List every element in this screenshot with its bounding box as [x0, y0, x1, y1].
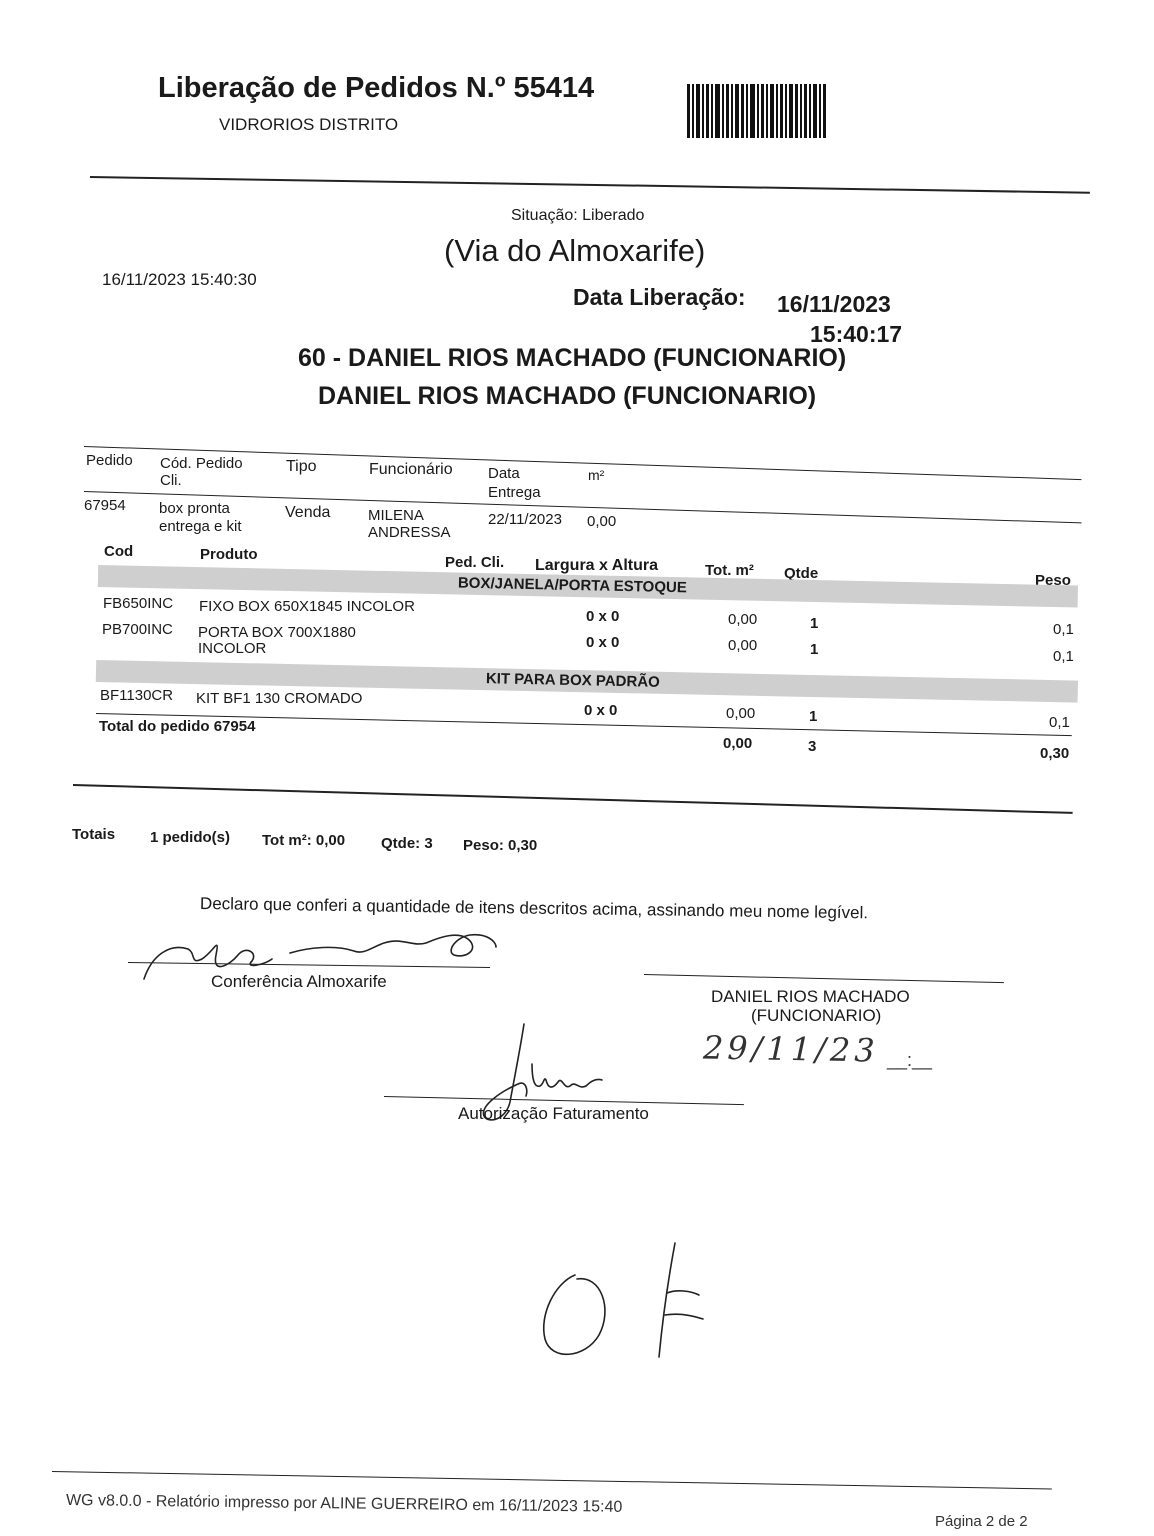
client-signature-line	[644, 974, 1004, 983]
totals-pedidos: 1 pedido(s)	[150, 829, 231, 846]
item-peso: 0,1	[1049, 714, 1070, 731]
footer-rule	[52, 1471, 1052, 1489]
col-data: Data	[488, 465, 520, 482]
order-tipo: Venda	[285, 504, 331, 521]
item-dims: 0 x 0	[584, 702, 618, 719]
client-line-1: 60 - DANIEL RIOS MACHADO (FUNCIONARIO)	[298, 344, 847, 372]
col-cod-pedido-cli: Cli.	[160, 472, 182, 489]
order-data-entrega: 22/11/2023	[488, 511, 562, 528]
totals-peso: Peso: 0,30	[463, 837, 538, 854]
handwritten-ok	[535, 1235, 715, 1365]
group-name: KIT PARA BOX PADRÃO	[485, 670, 660, 691]
order-total-peso: 0,30	[1040, 745, 1070, 762]
col-data-entrega: Entrega	[488, 484, 541, 501]
data-liberacao-label: Data Liberação:	[573, 284, 746, 310]
item-col-peso: Peso	[1035, 572, 1071, 589]
item-col-ped-cli: Ped. Cli.	[445, 554, 505, 571]
item-qtde: 1	[809, 708, 818, 725]
totals-qtde: Qtde: 3	[381, 835, 433, 852]
item-produto: FIXO BOX 650X1845 INCOLOR	[199, 598, 415, 615]
item-tot-m2: 0,00	[728, 637, 758, 654]
item-produto: PORTA BOX 700X1880	[198, 624, 356, 641]
item-produto: KIT BF1 130 CROMADO	[196, 690, 363, 707]
client-sign-role: (FUNCIONARIO)	[751, 1006, 882, 1025]
item-tot-m2: 0,00	[726, 705, 756, 722]
document-title: Liberação de Pedidos N.º 55414	[158, 72, 595, 104]
item-cod: FB650INC	[103, 595, 174, 612]
item-col-largura-altura: Largura x Altura	[535, 557, 658, 574]
header-rule	[90, 176, 1090, 194]
footer-page-number: Página 2 de 2	[935, 1513, 1028, 1530]
totals-m2: Tot m²: 0,00	[262, 832, 346, 849]
item-dims: 0 x 0	[586, 634, 620, 651]
item-peso: 0,1	[1053, 621, 1074, 638]
order-total-qtde: 3	[808, 738, 817, 755]
via-label: (Via do Almoxarife)	[444, 233, 706, 268]
totals-rule	[73, 784, 1073, 814]
col-tipo: Tipo	[286, 458, 317, 475]
order-funcionario-1: MILENA	[368, 507, 424, 524]
item-qtde: 1	[810, 615, 819, 632]
item-produto-line-2: INCOLOR	[198, 640, 267, 657]
company-name: VIDRORIOS DISTRITO	[219, 115, 399, 134]
col-cod-pedido: Cód. Pedido	[160, 455, 243, 472]
item-col-produto: Produto	[200, 546, 258, 563]
order-funcionario-2: ANDRESSA	[368, 524, 451, 541]
item-cod: BF1130CR	[100, 687, 174, 704]
item-col-qtde: Qtde	[784, 565, 819, 582]
item-peso: 0,1	[1053, 648, 1074, 665]
handwritten-date: 29/11/23	[702, 1028, 880, 1070]
situacao: Situação: Liberado	[511, 207, 645, 224]
conferencia-label: Conferência Almoxarife	[211, 972, 387, 991]
time-blank: __:__	[887, 1050, 933, 1070]
order-m2: 0,00	[587, 513, 617, 530]
item-dims: 0 x 0	[586, 608, 620, 625]
barcode	[687, 84, 863, 138]
data-liberacao-time: 15:40:17	[810, 321, 903, 347]
item-col-cod: Cod	[104, 543, 134, 560]
group-name: BOX/JANELA/PORTA ESTOQUE	[457, 574, 687, 597]
declaration-text: Declaro que conferi a quantidade de itens descritos acima, assinando meu nome legível.	[199, 894, 869, 923]
item-tot-m2: 0,00	[728, 611, 758, 628]
col-funcionario: Funcionário	[369, 461, 453, 478]
order-total-m2: 0,00	[723, 735, 753, 752]
totals-label: Totais	[72, 826, 116, 843]
item-cod: PB700INC	[102, 621, 173, 638]
col-m2: m²	[588, 467, 605, 483]
item-col-tot-m2: Tot. m²	[705, 562, 754, 579]
autorizacao-label: Autorização Faturamento	[458, 1104, 649, 1123]
client-line-2: DANIEL RIOS MACHADO (FUNCIONARIO)	[318, 382, 817, 410]
item-qtde: 1	[810, 641, 819, 658]
footer-printed-by: WG v8.0.0 - Relatório impresso por ALINE GUERREIRO em 16/11/2023 15:40	[65, 1492, 623, 1516]
col-pedido: Pedido	[86, 452, 133, 469]
client-sign-name: DANIEL RIOS MACHADO	[711, 987, 910, 1006]
order-pedido: 67954	[84, 497, 126, 514]
printed-datetime: 16/11/2023 15:40:30	[102, 270, 257, 289]
order-total-label: Total do pedido 67954	[99, 718, 256, 735]
data-liberacao-date: 16/11/2023	[777, 291, 891, 317]
order-cod-1: box pronta	[159, 500, 230, 517]
order-cod-2: entrega e kit	[159, 518, 242, 535]
